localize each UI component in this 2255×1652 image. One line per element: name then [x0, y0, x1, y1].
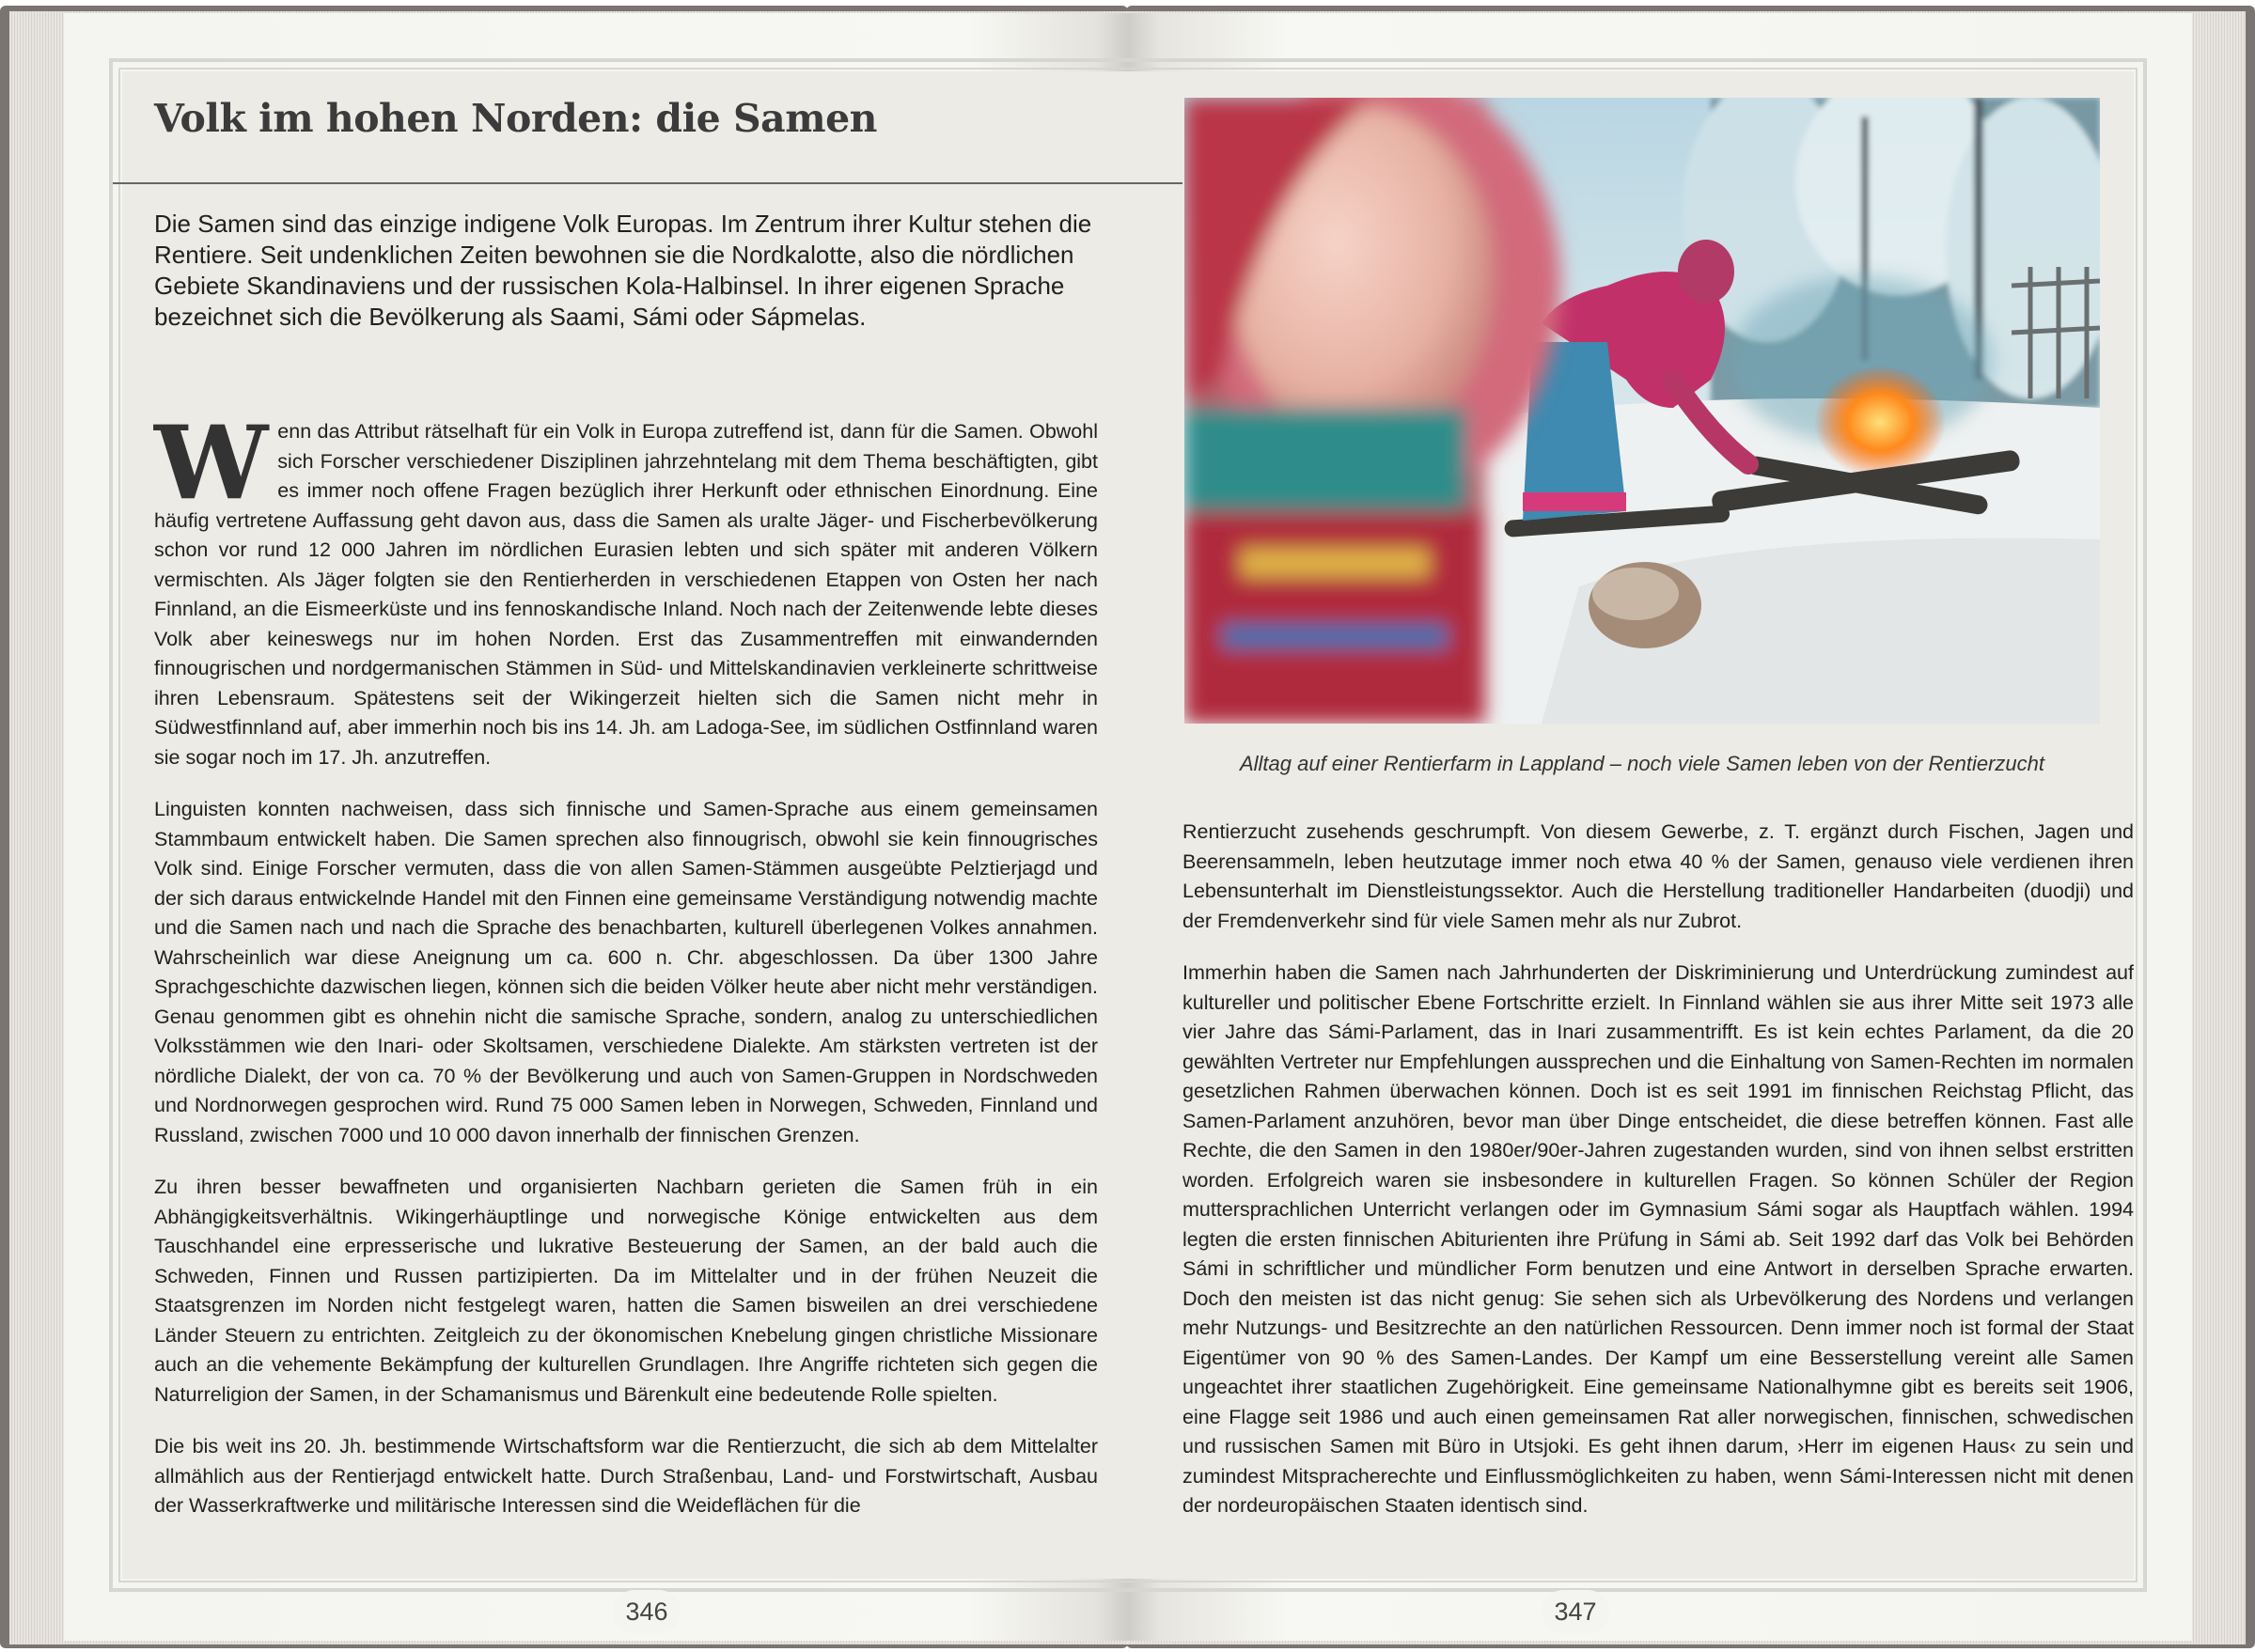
photo-illustration [1184, 98, 2100, 724]
paragraph-5: Rentierzucht zusehends geschrumpft. Von diesem Gewerbe, z. T. ergänzt durch Fischen, Jagen und Beerensammeln, leben heutzutage immer noch etwa 40 % der Samen, genauso viele verdienen ihren Lebensunterhalt im Dienstleistungssektor. Auch die Herstellung traditioneller Handarbeiten (duodji) und der Fremdenverkehr sind für viele Samen mehr als nur Zubrot. [1182, 820, 2134, 932]
paragraph-4: Die bis weit ins 20. Jh. bestimmende Wirtschaftsform war die Rentierzucht, die sich ab dem Mittelalter allmählich aus der Rentierjagd entwickelt hatte. Durch Straßenbau, Land- und Forstwirtschaft, Ausbau der Wasserkraftwerke und militärische Interessen sind die Weideflächen für die [154, 1435, 1098, 1517]
paragraph-6: Immerhin haben die Samen nach Jahrhunderten der Diskriminierung und Unterdrückung zumindest auf kultureller und politischer Ebene Fortschritte erzielt. In Finnland wählen sie aus ihrer Mitte seit 1973 alle vier Jahre das Sámi-Parlament, das in Inari zusammentrifft. Es ist kein echtes Parlament, da die 20 gewählten Vertreter nur Empfehlungen aussprechen und die Einhaltung von Samen-Rechten im normalen gesetzlichen Rahmen überwachen können. Doch ist es seit 1991 im finnischen Reichstag Pflicht, das Samen-Parlament anzuhören, bevor man über Dinge entscheidet, die diese betreffen können. Fast alle Rechte, die den Samen in den 1980er/90er-Jahren zugestanden wurden, sind von ihnen selbst erstritten worden. Erfolgreich waren sie insbesondere in kulturellen Fragen. So können Schüler der Region muttersprachlichen Unterricht verlangen oder im Gymnasium Sámi sogar als Hauptfach wählen. 1994 legten die ersten finnischen Abiturienten ihre Prüfung in Sámi ab. Seit 1992 darf das Volk bei Behörden Sámi in schriftlicher und mündlicher Form benutzen und eine Antwort in derselben Sprache erwarten. Doch den meisten ist das nicht genug: Sie sehen sich als Urbevölkerung des Nordens und verlangen mehr Nutzungs- und Besitzrechte an den natürlichen Ressourcen. Denn immer noch ist formal der Staat Eigentümer von 90 % des Samen-Landes. Der Kampf um eine Besserstellung vereint alle Samen ungeachtet ihrer staatlichen Zugehörigkeit. Eine gemeinsame Nationalhymne gibt es bereits seit 1906, eine Flagge seit 1986 und auch einen gemeinsamen Rat aller norwegischen, finnischen, schwedischen und russischen Samen mit Büro in Utsjoki. Es geht ihnen darum, ›Herr im eigenen Haus‹ zu sein und zumindest Mitspracherechte und Einflussmöglichkeiten zu haben, wenn Sámi-Interessen nicht mit denen der nordeuropäischen Staaten identisch sind. [1182, 961, 2134, 1517]
reindeer-farm-photo [1184, 98, 2100, 724]
chapter-headline: Volk im hohen Norden: die Samen [154, 96, 877, 141]
photo-caption: Alltag auf einer Rentierfarm in Lappland – noch viele Samen leben von der Rentierzucht [1239, 752, 2045, 775]
paragraph-1: Wenn das Attribut rätselhaft für ein Volk in Europa zutreffend ist, dann für die Samen. Obwohl sich Forscher verschiedener Disziplinen jahrzehntelang mit dem Thema beschäftigten, gibt es immer noch offene Fragen bezüglich ihrer Herkunft oder ethnischen Einordnung. Eine häufig vertretene Auffassung geht davon aus, dass die Samen als uralte Jäger- und Fischerbevölkerung schon vor rund 12 000 Jahren im nördlichen Eurasien lebten und sich später mit anderen Völkern vermischten. Als Jäger folgten sie den Rentierherden in verschiedenen Etappen von Osten her nach Finnland, an die Eismeerküste und ins fennoskandische Inland. Noch nach der Zeitenwende lebte dieses Volk aber keineswegs nur im hohen Norden. Erst das Zusammentreffen mit einwandernden finnougrischen und nordgermanischen Stämmen in Süd- und Mittelskandinavien verkleinerte schrittweise ihren Lebensraum. Spätestens seit der Wikingerzeit hielten sich die Samen nicht mehr in Südwestfinnland auf, aber immerhin noch bis ins 14. Jh. am Ladoga-See, im südlichen Ostfinnland waren sie sogar noch im 17. Jh. anzutreffen. [154, 404, 1098, 769]
paragraph-3: Zu ihren besser bewaffneten und organisierten Nachbarn gerieten die Samen früh in ein Abhängigkeitsverhältnis. Wikingerhäuptlinge und norwegische Könige entwickelten aus dem Tauschhandel eine erpresserische und lukrative Besteuerung der Samen, an der bald auch die Schweden, Finnen und Russen partizipierten. Da im Mittelalter und in der frühen Neuzeit die Staatsgrenzen im Norden nicht festgelegt waren, hatten die Samen bisweilen an drei verschiedene Länder Steuern zu entrichten. Zeitgleich zu der ökonomischen Knebelung gingen christliche Missionare auch an die vehemente Bekämpfung der kulturellen Grundlagen. Ihre Angriffe richteten sich gegen die Naturreligion der Samen, in der Schamanismus und Bärenkult eine bedeutende Rolle spielten. [154, 1176, 1098, 1406]
page-number-right: 347 [1542, 1590, 1609, 1633]
drop-cap: W [154, 404, 269, 522]
paragraph-2: Linguisten konnten nachweisen, dass sich finnische und Samen-Sprache aus einem gemeinsamen Stammbaum entwickelt haben. Die Samen sprechen also finnougrisch, obwohl sie kein finnougrisches Volk sind. Einige Forscher vermuten, dass die von allen Samen-Stämmen ausgeübte Pelztierjagd und der sich daraus entwickelnde Handel mit den Finnen eine gemeinsame Verständigung notwendig machte und die Samen nach und nach die Sprache des benachbarten, kulturell überlegenen Volkes annahmen. Wahrscheinlich war diese Aneignung um ca. 600 n. Chr. abgeschlossen. Da über 1300 Jahre Sprachgeschichte dazwischen liegen, können sich die beiden Völker heute aber nicht mehr verständigen. Genau genommen gibt es ohnehin nicht die samische Sprache, sondern, analog zu unterschiedlichen Volksstämmen wie den Inari- oder Skoltsamen, verschiedene Dialekte. Am stärksten vertreten ist der nördliche Dialekt, der von ca. 70 % der Bevölkerung und auch von Samen-Gruppen in Nordschweden und Nordnorwegen gesprochen wird. Rund 75 000 Samen leben in Norwegen, Schweden, Finnland und Russland, zwischen 7000 und 10 000 davon innerhalb der finnischen Grenzen. [154, 798, 1098, 1146]
left-body-text [154, 404, 1098, 1544]
headline-divider-continuation [1128, 182, 1182, 184]
intro-paragraph: Die Samen sind das einzige indigene Volk Europas. Im Zentrum ihrer Kultur stehen die Rentiere. Seit undenklichen Zeiten bewohnen sie die Nordkalotte, also die nördlichen Gebiete Skandinaviens und der russischen Kola-Halbinsel. In ihrer eigenen Sprache bezeichnet sich die Bevölkerung als Saami, Sámi oder Sápmelas. [154, 210, 1092, 331]
left-page [64, 13, 1128, 1641]
right-page [1128, 13, 2192, 1641]
right-body-text [1182, 818, 2134, 1544]
headline-divider [113, 182, 1128, 184]
page-number-left: 346 [613, 1590, 681, 1633]
